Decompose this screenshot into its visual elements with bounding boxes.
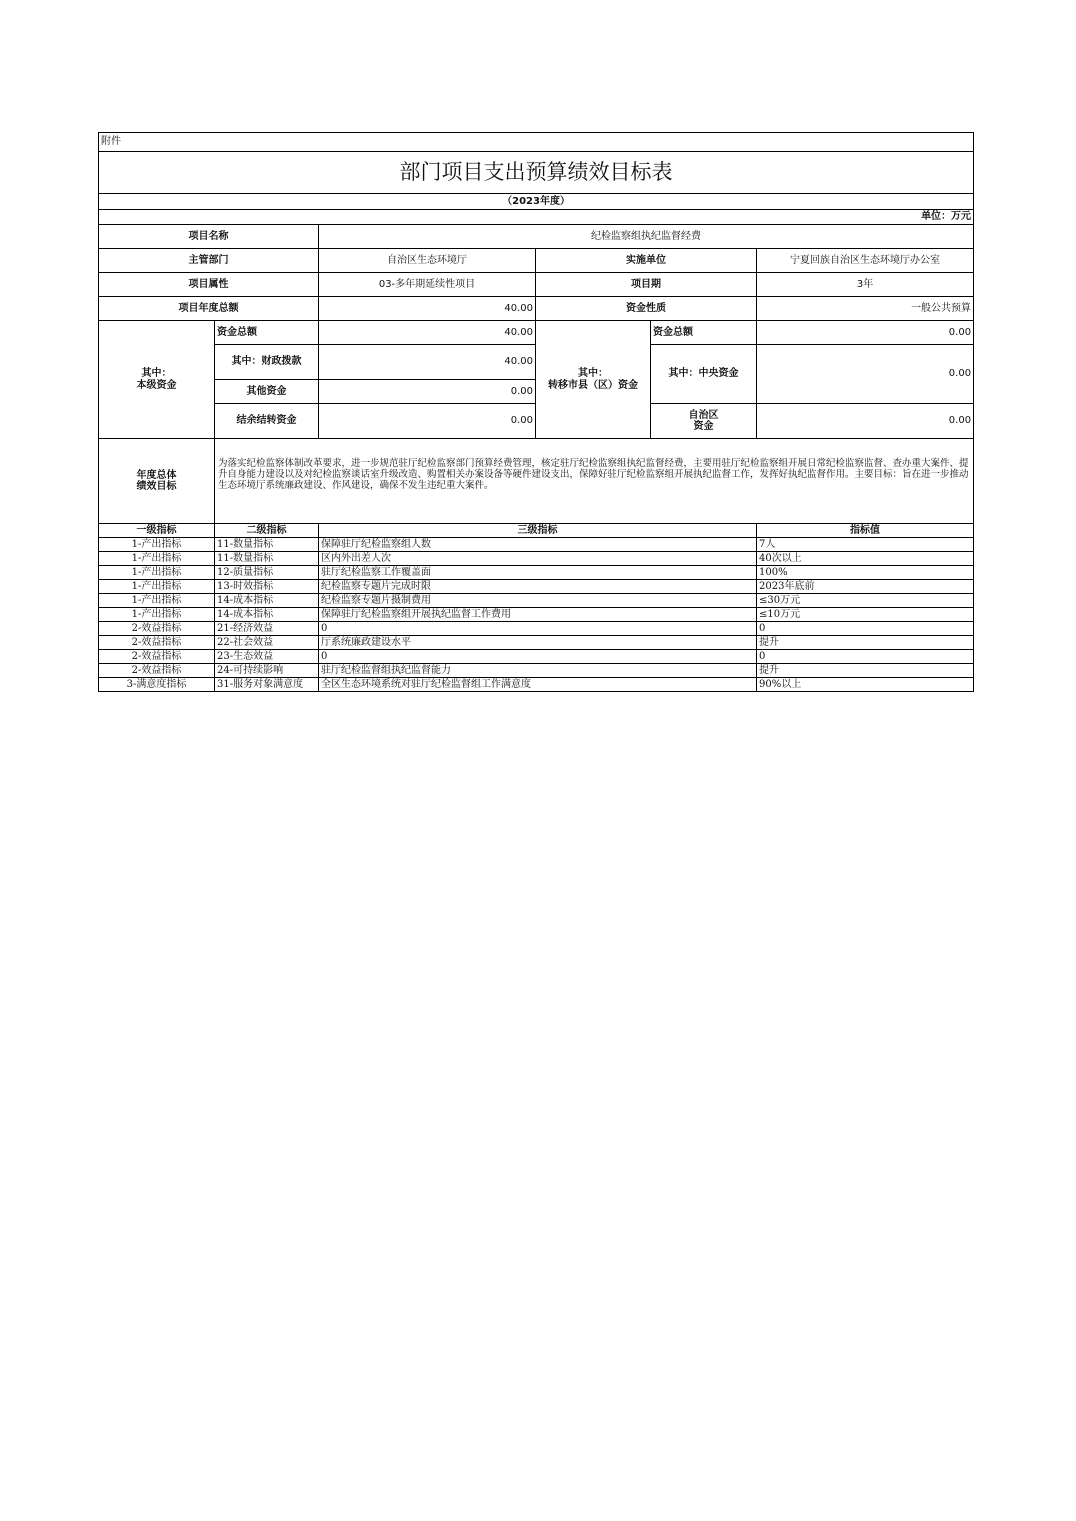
fiscal-value: 40.00: [319, 345, 536, 380]
indicator-level1: 2-效益指标: [99, 664, 215, 678]
indicator-level2: 31-服务对象满意度: [215, 678, 319, 692]
dept-label: 主管部门: [99, 249, 319, 273]
indicator-level3: 纪检监察专题片摄制费用: [319, 594, 757, 608]
indicator-level1: 1-产出指标: [99, 594, 215, 608]
header-value: 指标值: [757, 524, 974, 538]
indicator-level3: 0: [319, 622, 757, 636]
own-total-value: 40.00: [319, 321, 536, 345]
own-total-label: 资金总额: [215, 321, 319, 345]
indicator-level2: 11-数量指标: [215, 552, 319, 566]
indicator-row: [99, 538, 974, 552]
transfer-total-label: 资金总额: [651, 321, 757, 345]
indicator-row: [99, 594, 974, 608]
indicator-level1: 3-满意度指标: [99, 678, 215, 692]
indicator-row: [99, 622, 974, 636]
indicator-level2: 13-时效指标: [215, 580, 319, 594]
indicator-value: 40次以上: [757, 552, 974, 566]
own-funds-label-line2: 本级资金: [136, 379, 177, 391]
indicator-level1: 1-产出指标: [99, 566, 215, 580]
indicator-row: [99, 552, 974, 566]
impl-label: 实施单位: [536, 249, 757, 273]
own-funds-label-line1: 其中：: [141, 368, 172, 379]
performance-target-table: [98, 132, 974, 692]
indicator-row: [99, 636, 974, 650]
indicator-value: 0: [757, 650, 974, 664]
goal-label: [99, 439, 215, 524]
region-funds-label-line2: 资金: [693, 421, 714, 432]
page-title: 部门项目支出预算绩效目标表: [99, 152, 974, 194]
indicator-level1: 1-产出指标: [99, 538, 215, 552]
carry-funds-value: 0.00: [319, 404, 536, 439]
indicator-level2: 11-数量指标: [215, 538, 319, 552]
central-value: 0.00: [757, 345, 974, 404]
period-value: 3年: [757, 273, 974, 297]
indicator-value: 提升: [757, 636, 974, 650]
period-label: 项目期: [536, 273, 757, 297]
indicator-level1: 1-产出指标: [99, 580, 215, 594]
goal-label-line2: 绩效目标: [136, 481, 177, 492]
transfer-funds-label: [536, 321, 651, 439]
indicator-level3: 保障驻厅纪检监察组人数: [319, 538, 757, 552]
indicator-row: [99, 580, 974, 594]
indicator-rows: [99, 538, 974, 692]
unit-label: 单位：万元: [99, 210, 974, 225]
other-funds-value: 0.00: [319, 380, 536, 404]
indicator-value: ≤30万元: [757, 594, 974, 608]
nature-value: 一般公共预算: [757, 297, 974, 321]
indicator-level1: 2-效益指标: [99, 650, 215, 664]
project-name-label: 项目名称: [99, 225, 319, 249]
region-funds-label-line1: 自治区: [688, 409, 719, 421]
indicator-level1: 1-产出指标: [99, 552, 215, 566]
total-label: 项目年度总额: [99, 297, 319, 321]
indicator-level2: 14-成本指标: [215, 594, 319, 608]
transfer-funds-label-line2: 转移市县（区）资金: [548, 379, 638, 391]
fiscal-label: 其中：财政拨款: [215, 345, 319, 380]
region-funds-value: 0.00: [757, 404, 974, 439]
indicator-row: [99, 664, 974, 678]
project-name-value: 纪检监察组执纪监督经费: [319, 225, 974, 249]
indicator-value: 2023年底前: [757, 580, 974, 594]
indicator-row: [99, 678, 974, 692]
indicator-level3: 保障驻厅纪检监察组开展执纪监督工作费用: [319, 608, 757, 622]
indicator-level1: 2-效益指标: [99, 622, 215, 636]
nature-label: 资金性质: [536, 297, 757, 321]
goal-label-line1: 年度总体: [136, 469, 177, 481]
indicator-value: ≤10万元: [757, 608, 974, 622]
goal-text: 为落实纪检监察体制改革要求，进一步规范驻厅纪检监察部门预算经费管理，核定驻厅纪检监察组执纪监督经费，主要用驻厅纪检监察组开展日常纪检监察监督、查办重大案件、提升自身能力建设以及对纪检监察谈话室升级改造、购置相关办案设备等硬件建设支出，保障好驻厅纪检监察组开展执纪监督工作，发挥好执纪监督作用。主要目标：旨在进一步推动生态环境厅系统廉政建设、作风建设，确保不发生违纪重大案件。: [215, 439, 974, 524]
indicator-level1: 2-效益指标: [99, 636, 215, 650]
region-funds-label: [651, 404, 757, 439]
transfer-funds-label-line1: 其中：: [578, 368, 608, 379]
total-value: 40.00: [319, 297, 536, 321]
year-label: （2023年度）: [99, 194, 974, 210]
indicator-level3: 0: [319, 650, 757, 664]
attachment-label: 附件: [99, 133, 974, 152]
indicator-level3: 厅系统廉政建设水平: [319, 636, 757, 650]
indicator-value: 7人: [757, 538, 974, 552]
header-level3: 三级指标: [319, 524, 757, 538]
attr-label: 项目属性: [99, 273, 319, 297]
indicator-level2: 22-社会效益: [215, 636, 319, 650]
transfer-total-value: 0.00: [757, 321, 974, 345]
indicator-level2: 24-可持续影响: [215, 664, 319, 678]
indicator-value: 0: [757, 622, 974, 636]
carry-funds-label: 结余结转资金: [215, 404, 319, 439]
indicator-value: 提升: [757, 664, 974, 678]
indicator-level1: 1-产出指标: [99, 608, 215, 622]
indicator-level3: 区内外出差人次: [319, 552, 757, 566]
dept-value: 自治区生态环境厅: [319, 249, 536, 273]
indicator-level3: 全区生态环境系统对驻厅纪检监督组工作满意度: [319, 678, 757, 692]
indicator-level3: 驻厅纪检监察工作覆盖面: [319, 566, 757, 580]
indicator-level2: 23-生态效益: [215, 650, 319, 664]
indicator-row: [99, 650, 974, 664]
indicator-level3: 纪检监察专题片完成时限: [319, 580, 757, 594]
attr-value: 03-多年期延续性项目: [319, 273, 536, 297]
indicator-row: [99, 608, 974, 622]
central-label: 其中：中央资金: [651, 345, 757, 404]
impl-value: 宁夏回族自治区生态环境厅办公室: [757, 249, 974, 273]
other-funds-label: 其他资金: [215, 380, 319, 404]
indicator-row: [99, 566, 974, 580]
indicator-level2: 21-经济效益: [215, 622, 319, 636]
header-level1: 一级指标: [99, 524, 215, 538]
indicator-level3: 驻厅纪检监督组执纪监督能力: [319, 664, 757, 678]
header-level2: 二级指标: [215, 524, 319, 538]
indicator-level2: 14-成本指标: [215, 608, 319, 622]
indicator-value: 90%以上: [757, 678, 974, 692]
indicator-value: 100%: [757, 566, 974, 580]
indicator-level2: 12-质量指标: [215, 566, 319, 580]
own-funds-label: [99, 321, 215, 439]
